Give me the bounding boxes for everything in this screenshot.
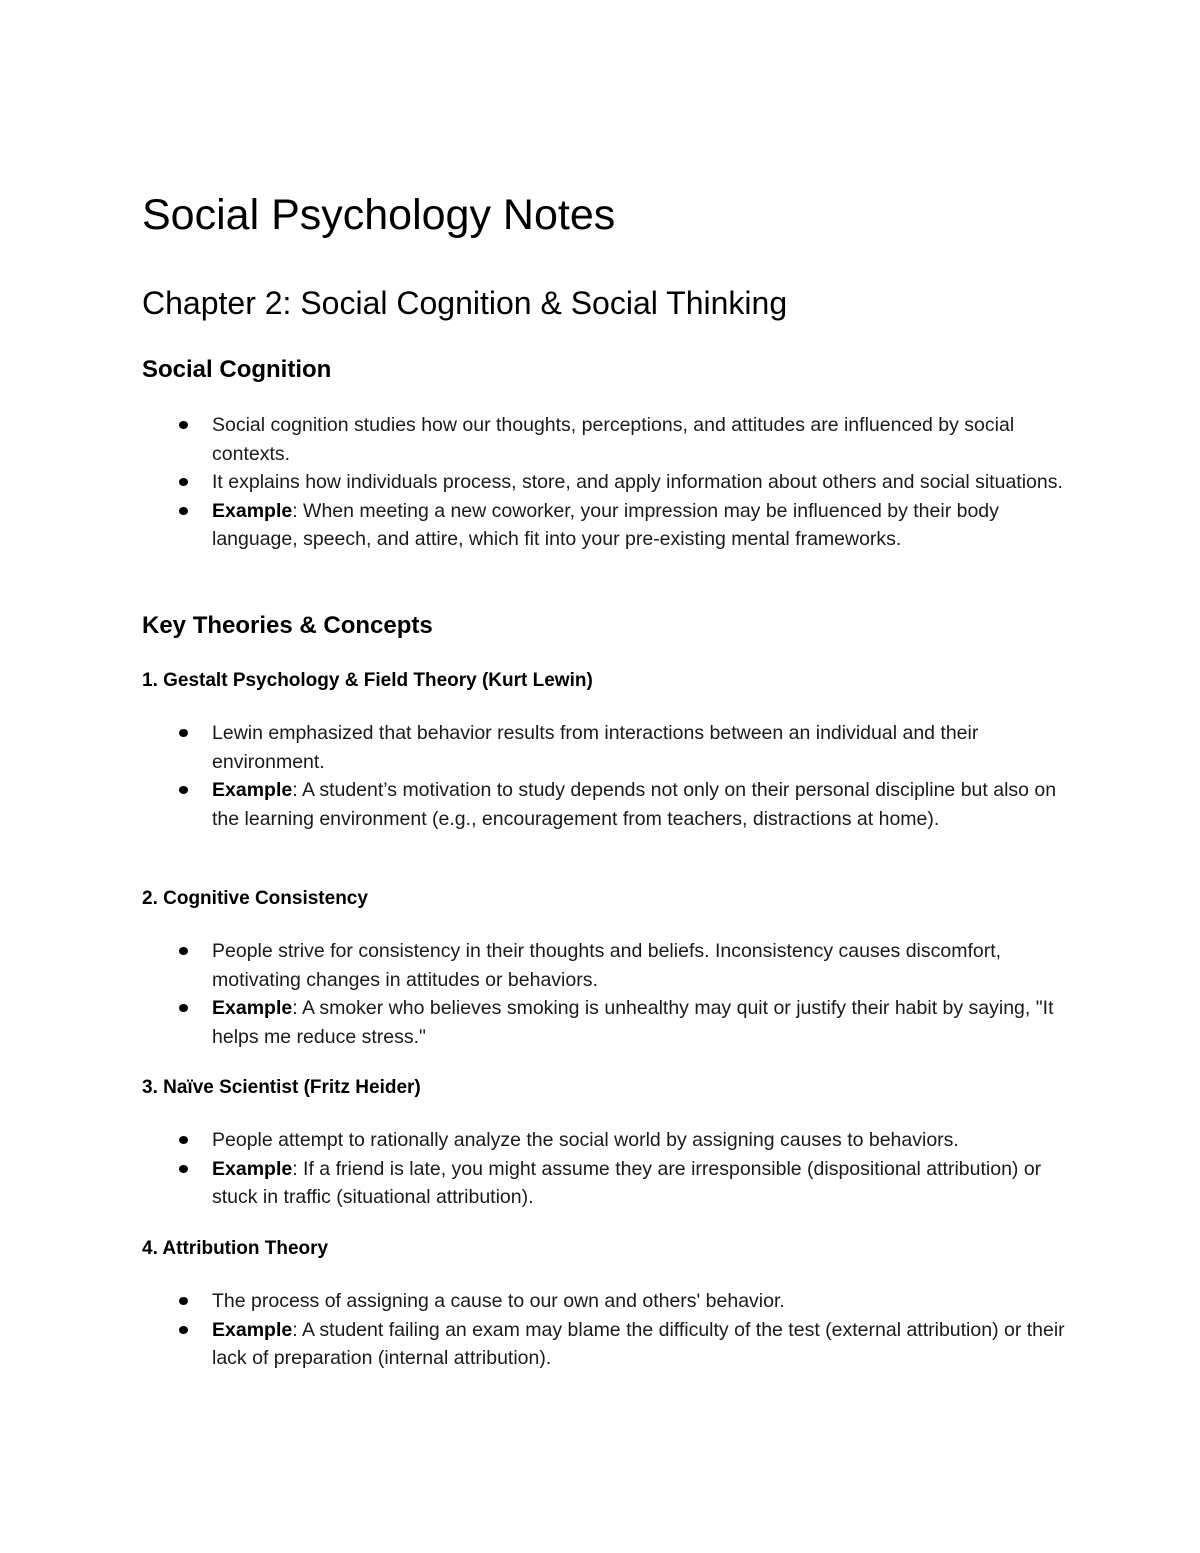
document-title: Social Psychology Notes (142, 191, 616, 239)
example-label: Example (212, 499, 293, 522)
list-item-text: : A smoker who believes smoking is unhealthy may quit or justify their habit by saying, "It helps me reduce stress." (212, 997, 1054, 1048)
list-item-text: : A student’s motivation to study depends not only on their personal discipline but also on the learning environment (e.g., encouragement from teachers, distractions at home). (212, 779, 1057, 830)
subsection-heading-naive-scientist: 3. Naïve Scientist (Fritz Heider) (142, 1077, 421, 1098)
naive-scientist-list (142, 1126, 1072, 1212)
bullet-icon (179, 1004, 188, 1012)
bullet-icon (179, 478, 188, 486)
list-item (142, 1155, 1072, 1212)
list-item (142, 937, 1072, 994)
list-item-text: : A student failing an exam may blame the difficulty of the test (external attribution) or their lack of preparation (internal attribution). (212, 1318, 1065, 1370)
list-item (142, 1287, 1072, 1316)
chapter-heading: Chapter 2: Social Cognition & Social Thinking (142, 285, 788, 321)
list-item-text: People strive for consistency in their thoughts and beliefs. Inconsistency causes discomfort, motivating changes in attitudes or behaviors. (212, 940, 1002, 991)
list-item-text: Lewin emphasized that behavior results from interactions between an individual and their environment. (212, 722, 979, 773)
list-item-text: : If a friend is late, you might assume they are irresponsible (dispositional attribution) or stuck in traffic (situational attribution). (212, 1157, 1042, 1209)
list-item (142, 468, 1072, 497)
subsection-heading-cognitive-consistency: 2. Cognitive Consistency (142, 888, 368, 909)
bullet-icon (179, 507, 188, 515)
bullet-icon (179, 1165, 188, 1173)
list-item (142, 411, 1072, 468)
subsection-heading-attribution-theory: 4. Attribution Theory (142, 1238, 329, 1259)
list-item-text: The process of assigning a cause to our own and others' behavior. (212, 1290, 785, 1312)
cognitive-consistency-list (142, 937, 1072, 1051)
list-item (142, 1126, 1072, 1155)
example-label: Example (212, 1157, 293, 1180)
list-item (142, 497, 1072, 554)
list-item (142, 994, 1072, 1051)
section-heading-key-theories: Key Theories & Concepts (142, 612, 433, 639)
list-item-text: : When meeting a new coworker, your impression may be influenced by their body language, speech, and attire, which fit into your pre-existing mental frameworks. (212, 499, 999, 551)
list-item-text: People attempt to rationally analyze the social world by assigning causes to behaviors. (212, 1129, 959, 1151)
example-label: Example (212, 997, 293, 1020)
bullet-icon (179, 421, 188, 429)
subsection-heading-gestalt: 1. Gestalt Psychology & Field Theory (Kurt Lewin) (142, 670, 593, 691)
list-item-text: It explains how individuals process, store, and apply information about others and social situations. (212, 471, 1063, 494)
social-cognition-list (142, 411, 1072, 554)
gestalt-list (142, 719, 1072, 833)
list-item (142, 776, 1072, 833)
bullet-icon (179, 1136, 188, 1144)
example-label: Example (212, 1318, 293, 1341)
section-heading-social-cognition: Social Cognition (142, 356, 332, 383)
bullet-icon (179, 786, 188, 794)
list-item-text: Social cognition studies how our thoughts, perceptions, and attitudes are influenced by social contexts. (212, 414, 1015, 465)
bullet-icon (179, 729, 188, 737)
bullet-icon (179, 1297, 188, 1305)
bullet-icon (179, 1326, 188, 1334)
list-item (142, 1316, 1072, 1373)
bullet-icon (179, 947, 188, 955)
attribution-theory-list (142, 1287, 1072, 1373)
example-label: Example (212, 779, 293, 802)
list-item (142, 719, 1072, 776)
